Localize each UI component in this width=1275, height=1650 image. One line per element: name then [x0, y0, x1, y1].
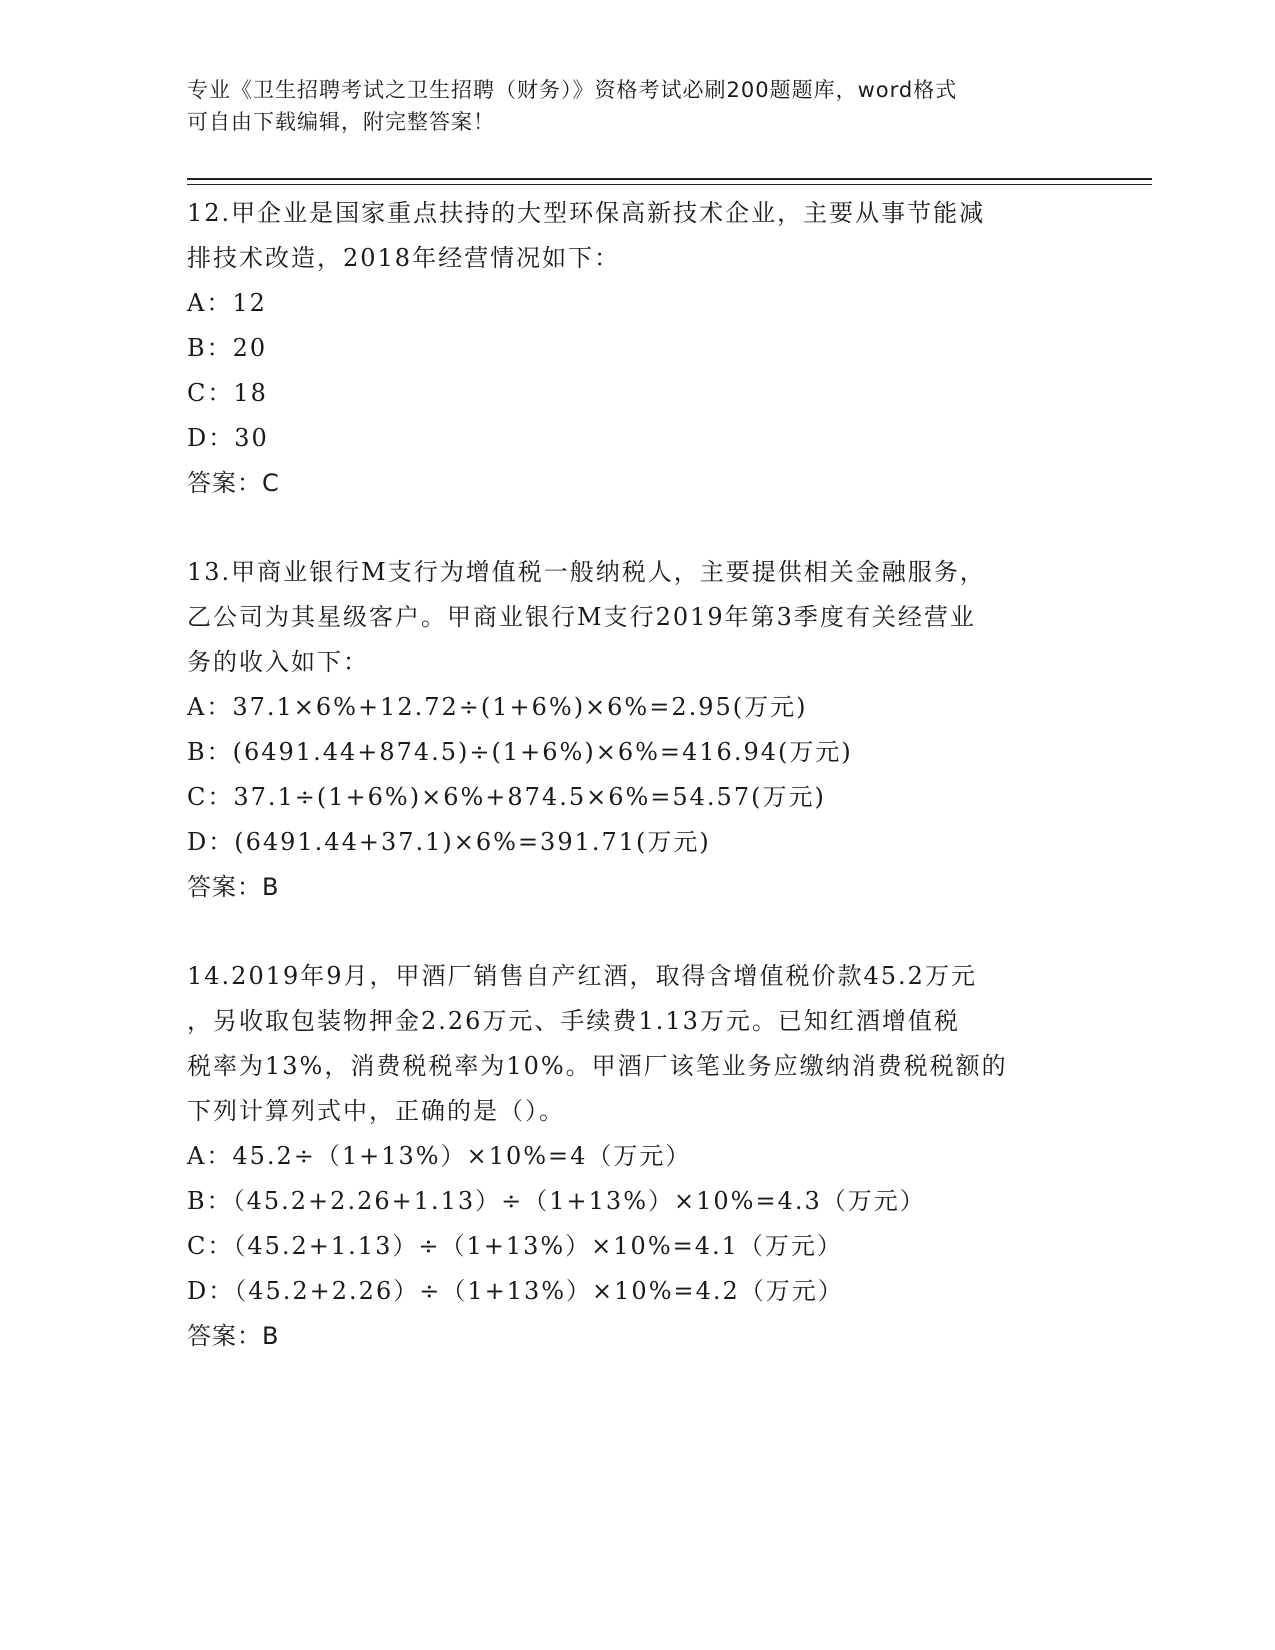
question-14 — [187, 954, 1087, 1359]
option-b: B：（45.2+2.26+1.13）÷（1+13%）×10%=4.3（万元） — [187, 1187, 926, 1215]
option-d: D：(6491.44+37.1)×6%=391.71(万元) — [187, 828, 711, 856]
question-13 — [187, 550, 1087, 910]
option-b: B：20 — [187, 334, 268, 362]
question-stem-line: 税率为13%，消费税税率为10%。甲酒厂该笔业务应缴纳消费税税额的 — [187, 1052, 1008, 1080]
header-divider — [187, 178, 1152, 180]
header-divider-thin — [187, 184, 1152, 185]
answer-label: 答案：B — [187, 873, 280, 901]
header-line: 专业《卫生招聘考试之卫生招聘（财务）》资格考试必刷200题题库，word格式 — [187, 78, 958, 102]
header-line: 可自由下载编辑，附完整答案！ — [187, 110, 495, 134]
question-stem-line: 排技术改造，2018年经营情况如下： — [187, 244, 621, 272]
question-stem-line: 12.甲企业是国家重点扶持的大型环保高新技术企业，主要从事节能减 — [187, 199, 986, 227]
option-a: A：37.1×6%+12.72÷(1+6%)×6%=2.95(万元) — [187, 693, 808, 721]
option-c: C：37.1÷(1+6%)×6%+874.5×6%=54.57(万元) — [187, 783, 826, 811]
answer-label: 答案：C — [187, 469, 280, 497]
option-c: C：（45.2+1.13）÷（1+13%）×10%=4.1（万元） — [187, 1232, 843, 1260]
answer-label: 答案：B — [187, 1322, 280, 1350]
question-stem-line: 乙公司为其星级客户。甲商业银行M支行2019年第3季度有关经营业 — [187, 603, 976, 631]
option-a: A：12 — [187, 289, 267, 317]
option-d: D：30 — [187, 424, 269, 452]
option-c: C：18 — [187, 379, 268, 407]
option-b: B：(6491.44+874.5)÷(1+6%)×6%=416.94(万元) — [187, 738, 853, 766]
question-stem-line: ，另收取包装物押金2.26万元、手续费1.13万元。已知红酒增值税 — [187, 1007, 960, 1035]
question-stem-line: 14.2019年9月，甲酒厂销售自产红酒，取得含增值税价款45.2万元 — [187, 962, 977, 990]
question-12 — [187, 191, 1087, 506]
option-a: A：45.2÷（1+13%）×10%=4（万元） — [187, 1142, 692, 1170]
question-list — [187, 191, 1087, 1359]
option-d: D：（45.2+2.26）÷（1+13%）×10%=4.2（万元） — [187, 1277, 844, 1305]
question-stem-line: 务的收入如下： — [187, 648, 369, 676]
question-stem-line: 13.甲商业银行M支行为增值税一般纳税人，主要提供相关金融服务， — [187, 558, 986, 586]
question-stem-line: 下列计算列式中，正确的是（）。 — [187, 1097, 565, 1125]
document-header — [187, 74, 1067, 138]
